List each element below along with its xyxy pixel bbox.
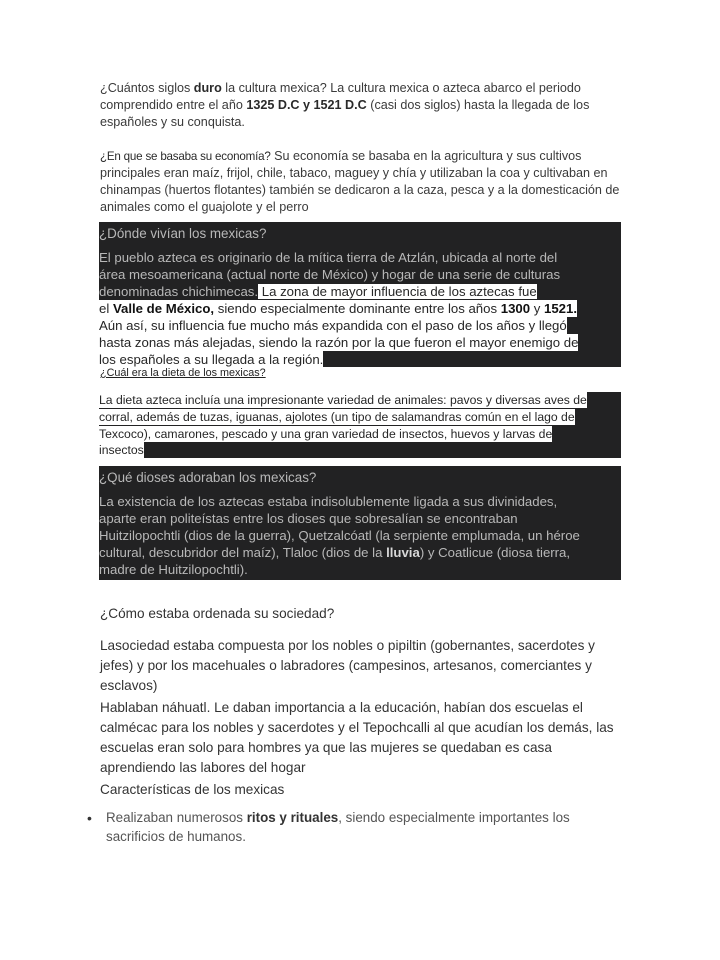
question-sociedad: ¿Cómo estaba ordenada su sociedad? (100, 606, 335, 621)
block-donde-vivian (99, 222, 621, 367)
bold-text: lluvia (386, 545, 420, 560)
text-line: corral, además de tuzas, iguanas, ajolotes (un tipo de salamandras común en el lago de (99, 410, 575, 424)
text-line: área mesoamericana (actual norte de México) y hogar de una serie de culturas (99, 267, 561, 282)
bold-text: ritos y rituales (246, 810, 339, 825)
text-line: La existencia de los aztecas estaba indisolublemente ligada a sus divinidades, (99, 494, 558, 509)
text-line: La dieta azteca incluía una impresionante variedad de animales: pavos y diversas aves de (99, 393, 587, 407)
text: siendo especialmente dominante entre los años (214, 301, 501, 316)
block-dioses (99, 466, 621, 580)
text-line: Huitzilopochtli (dios de la guerra), Quetzalcóatl (la serpiente emplumada, un héroe (99, 528, 580, 543)
bold-text: 1521. (544, 301, 578, 316)
text-line (99, 544, 570, 561)
bold-dates: 1325 D.C y 1521 D.C (246, 98, 367, 112)
text: ¿Cuántos siglos (100, 81, 194, 95)
question-dieta: ¿Cuál era la dieta de los mexicas? (100, 367, 266, 379)
text-line: insectos (99, 443, 144, 457)
question-donde-vivian: ¿Dónde vivían los mexicas? (99, 226, 267, 241)
paragraph-nahuatl: Hablaban náhuatl. Le daban importancia a la educación, habían dos escuelas el calmécac para los nobles y sacerdotes y el Tepochcalli al que acudían los demás, las escuelas eran solo para hombres ya que las mujeres se quedaban es casa aprendiendo las labores del hogar (100, 700, 614, 775)
bullet-icon: • (87, 810, 92, 826)
question-dioses: ¿Qué dioses adoraban los mexicas? (99, 470, 317, 485)
bold-text: 1300 (500, 301, 531, 316)
text: (casi dos siglos) hasta la llegada de los españoles y su conquista. (100, 98, 590, 129)
text: ) y Coatlicue (diosa tierra, (419, 545, 571, 560)
block-dieta (99, 392, 621, 458)
text: el (99, 301, 113, 316)
text-line (99, 300, 577, 317)
heading-caracteristicas: Características de los mexicas (100, 782, 285, 797)
text: la cultura mexica? La cultura mexica o azteca abarco el periodo comprendido entre el año (100, 81, 581, 112)
text-line: Texcoco), camarones, pescado y una gran variedad de insectos, huevos y larvas de (99, 427, 553, 441)
text-line (99, 283, 537, 300)
text-line: hasta zonas más alejadas, siendo la razón por la que fueron el mayor enemigo de (99, 335, 579, 350)
bold-text: duro (193, 81, 222, 95)
text-line: los españoles a su llegada a la región. (99, 352, 324, 367)
text-line: madre de Huitzilopochtli). (99, 562, 248, 577)
text: Realizaban numerosos (106, 810, 247, 825)
text: Su economía se basaba en la agricultura y sus cultivos principales eran maíz, frijol, chile, tabaco, maguey y chía y utilizaban la coa y cultivaban en chinampas (huertos flotantes) también se dedicaron a la caza, pesca y a la domesticación de animales como el guajolote y el perro (100, 149, 620, 214)
bold-text: Valle de México, (112, 301, 215, 316)
list-item-ritos (106, 808, 606, 846)
paragraph-sociedad: Lasociedad estaba compuesta por los nobles o pipiltin (gobernantes, sacerdotes y jefes) y por los macehuales o labradores (campesinos, artesanos, comerciantes y esclavos) (100, 638, 595, 693)
text-line: aparte eran politeístas entre los dioses que sobresalían se encontraban (99, 511, 518, 526)
text-line: Aún así, su influencia fue mucho más expandida con el paso de los años y llegó (99, 318, 567, 333)
text: cultural, descubridor del maíz), Tlaloc (dios de la (99, 545, 387, 560)
text: , siendo especialmente importantes los sacrificios de humanos. (106, 810, 570, 844)
text-line: El pueblo azteca es originario de la mítica tierra de Atzlán, ubicada al norte del (99, 250, 558, 265)
text: y (530, 301, 545, 316)
text: denominadas chichimecas. (99, 284, 259, 299)
paragraph-economia (100, 148, 620, 216)
highlighted-text: La zona de mayor influencia de los aztecas fue (258, 284, 537, 299)
question-economia: ¿En que se basaba su economía? (100, 150, 271, 163)
paragraph-siglos (100, 80, 620, 131)
